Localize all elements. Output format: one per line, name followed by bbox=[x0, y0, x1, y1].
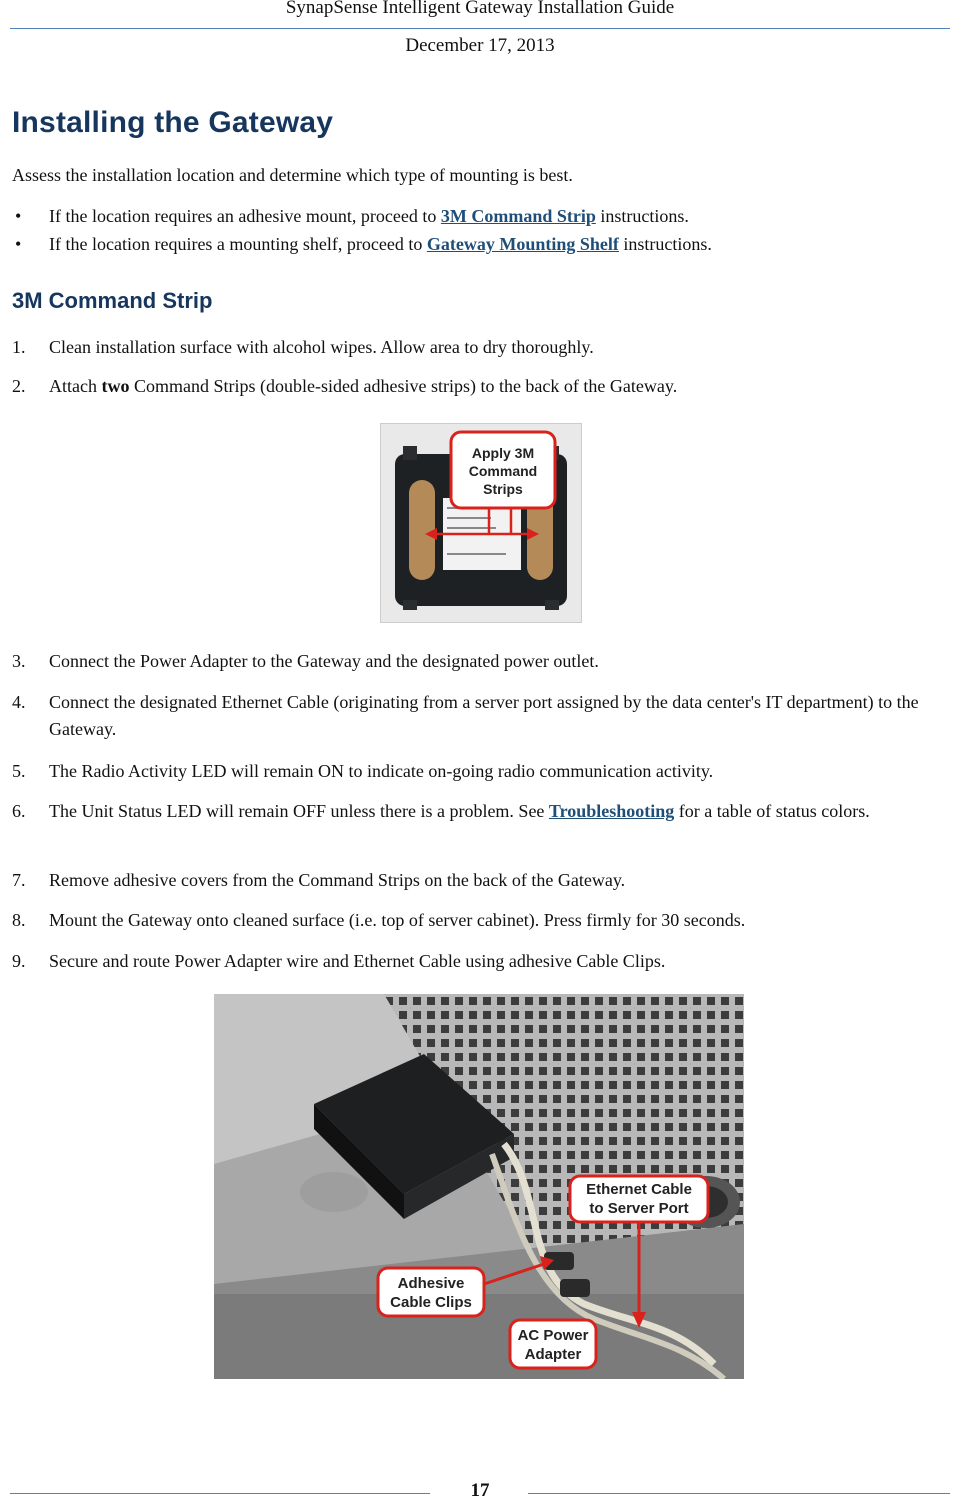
callout-clips-line2: Cable Clips bbox=[390, 1294, 472, 1311]
figure1-callout-line3: Strips bbox=[483, 481, 523, 497]
section-title: Installing the Gateway bbox=[12, 106, 334, 139]
document-date: December 17, 2013 bbox=[405, 35, 555, 56]
bullet-icon: • bbox=[15, 206, 22, 226]
callout-power-line2: Adapter bbox=[524, 1346, 582, 1363]
page-number: 17 bbox=[470, 1480, 490, 1501]
intro-paragraph: Assess the installation location and determine which type of mounting is best. bbox=[12, 165, 573, 185]
link-troubleshooting[interactable]: Troubleshooting bbox=[548, 801, 675, 821]
figure1-callout-line2: Command bbox=[468, 463, 538, 479]
document-title: SynapSense Intelligent Gateway Installation Guide bbox=[285, 0, 675, 18]
callout-power-line1: AC Power bbox=[517, 1327, 589, 1344]
bullet-icon: • bbox=[15, 234, 22, 254]
callout-ethernet-line2: to Server Port bbox=[589, 1200, 689, 1217]
gateway-mounted-photo bbox=[214, 994, 744, 1379]
header-rule bbox=[10, 28, 950, 29]
gateway-back-photo bbox=[380, 423, 582, 623]
callout-clips-line1: Adhesive bbox=[397, 1275, 465, 1292]
subsection-title: 3M Command Strip bbox=[12, 288, 213, 313]
link-3m-command-strip[interactable]: 3M Command Strip bbox=[440, 206, 596, 226]
figure1-callout-line1: Apply 3M bbox=[471, 445, 535, 461]
link-gateway-mounting-shelf[interactable]: Gateway Mounting Shelf bbox=[426, 234, 619, 254]
callout-ethernet-line1: Ethernet Cable bbox=[586, 1181, 692, 1198]
footer-rule-right bbox=[528, 1493, 950, 1494]
